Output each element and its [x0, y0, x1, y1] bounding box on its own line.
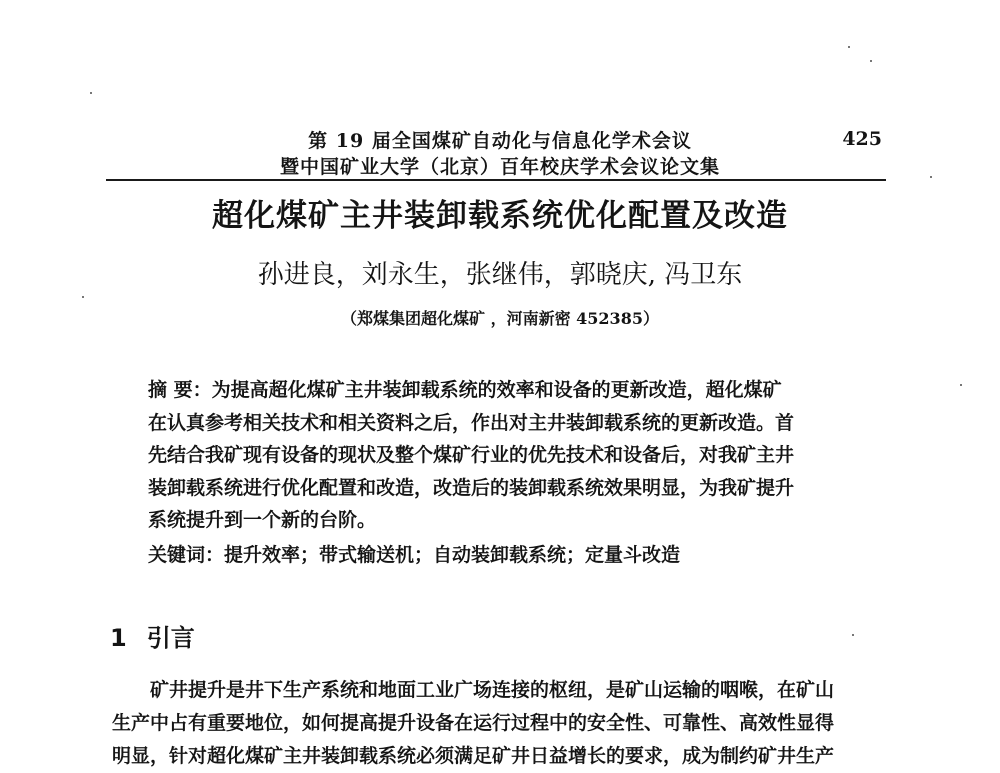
- scan-speck: [82, 296, 84, 298]
- scan-speck: [852, 634, 854, 636]
- section-number: 1: [110, 624, 127, 652]
- abstract-line-text: 为提高超化煤矿主井装卸载系统的效率和设备的更新改造，超化煤矿: [211, 379, 782, 401]
- keywords-text: 提升效率；带式输送机；自动装卸载系统；定量斗改造: [224, 544, 681, 566]
- abstract: [148, 374, 848, 537]
- body-line: 矿井提升是井下生产系统和地面工业广场连接的枢纽，是矿山运输的咽喉，在矿山: [150, 679, 835, 701]
- abstract-line: 在认真参考相关技术和相关资料之后，作出对主井装卸载系统的更新改造。首: [148, 411, 795, 434]
- paper-title: 超化煤矿主井装卸载系统优化配置及改造: [212, 198, 788, 234]
- scan-speck: [960, 384, 962, 386]
- author-list: 孙进良，刘永生，张继伟，郭晓庆, 冯卫东: [257, 260, 743, 290]
- scan-speck: [870, 60, 872, 62]
- section-title: 引言: [146, 624, 195, 652]
- affiliation: （郑煤集团超化煤矿 ，河南新密 452385）: [341, 309, 659, 328]
- abstract-line: 系统提升到一个新的台阶。: [148, 509, 377, 531]
- conference-header-line-1: 第 19 届全国煤矿自动化与信息化学术会议: [308, 130, 692, 152]
- section-heading: [110, 618, 195, 653]
- scan-speck: [930, 176, 932, 178]
- keywords: [148, 540, 680, 567]
- body-line: 生产中占有重要地位，如何提高提升设备在运行过程中的安全性、可靠性、高效性显得: [112, 712, 835, 734]
- scan-speck: [90, 92, 92, 94]
- header-rule: [106, 179, 886, 181]
- body-paragraph: [112, 674, 892, 773]
- abstract-line: 先结合我矿现有设备的现状及整个煤矿行业的优先技术和设备后，对我矿主井: [148, 444, 795, 466]
- abstract-label: 摘 要：: [148, 379, 212, 401]
- keywords-label: 关键词：: [148, 544, 225, 566]
- abstract-line: [148, 374, 848, 407]
- page-number: 425: [842, 128, 882, 150]
- abstract-line: 装卸载系统进行优化配置和改造，改造后的装卸载系统效果明显，为我矿提升: [148, 476, 795, 499]
- scan-speck: [848, 46, 850, 48]
- body-line: 明显，针对超化煤矿主井装卸载系统必须满足矿井日益增长的要求，成为制约矿井生产: [112, 745, 835, 767]
- conference-header-line-2: 暨中国矿业大学（北京）百年校庆学术会议论文集: [279, 156, 720, 178]
